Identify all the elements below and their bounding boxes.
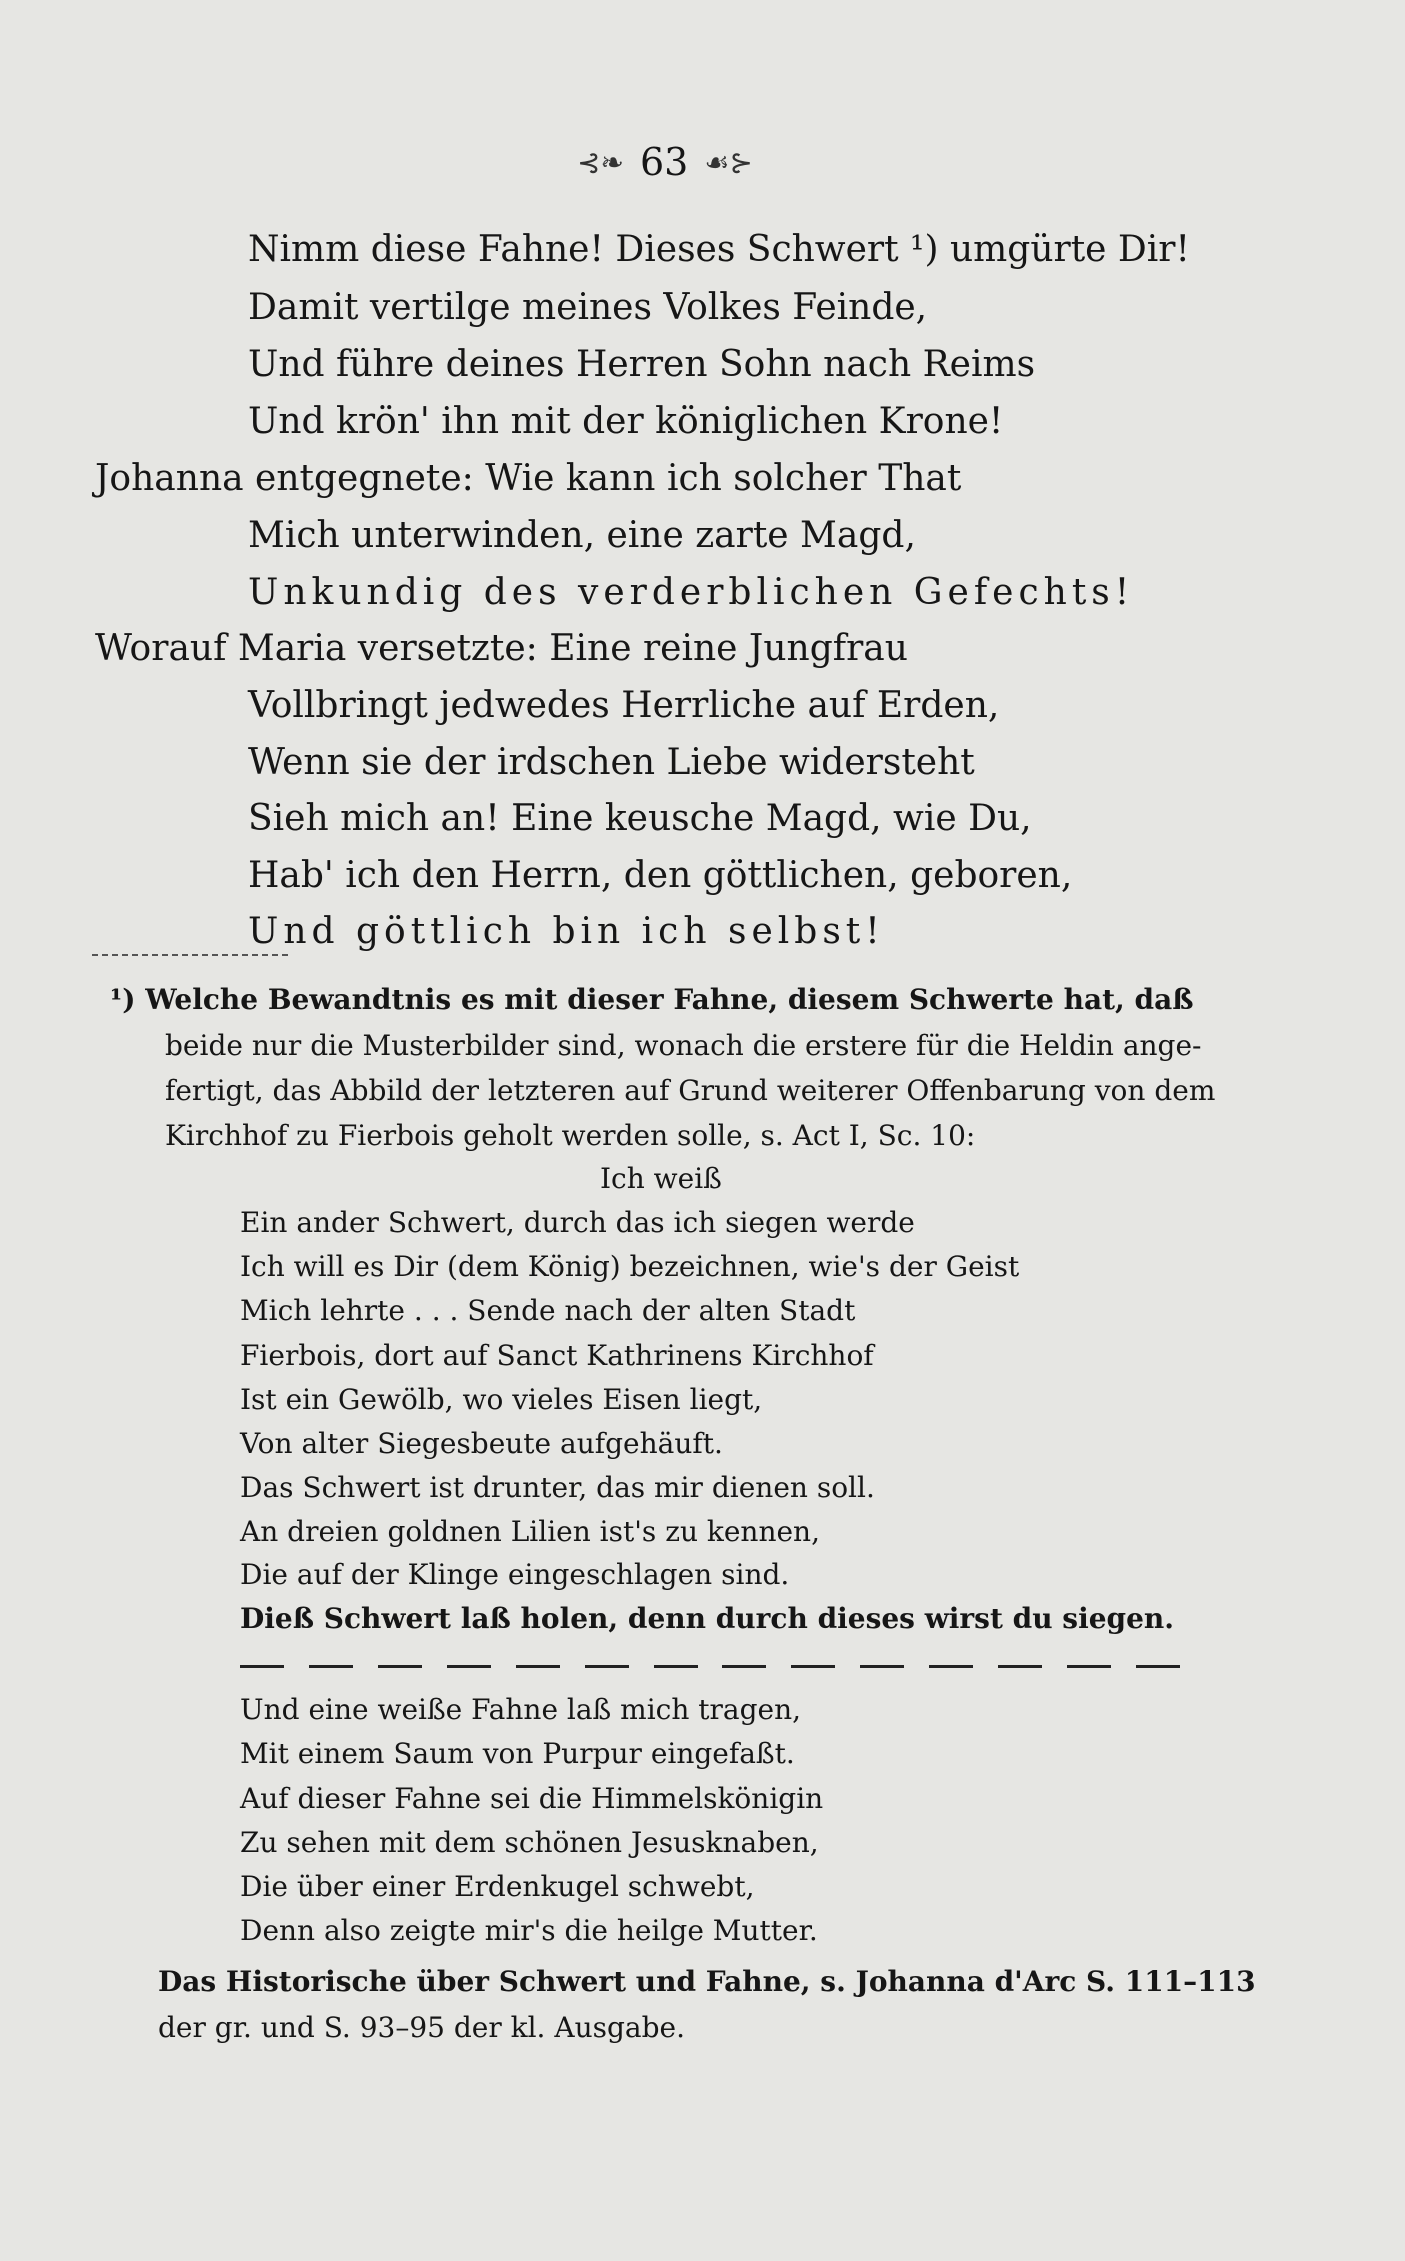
footnote-line: Die auf der Klinge eingeschlagen sind. bbox=[240, 1558, 790, 1591]
footnote-line: Auf dieser Fahne sei die Himmelskönigin bbox=[240, 1782, 824, 1815]
footnote-line: Ich will es Dir (dem König) bezeichnen, wie's der Geist bbox=[240, 1250, 1020, 1283]
footnote-line: Und eine weiße Fahne laß mich tragen, bbox=[240, 1693, 802, 1726]
footnote-line: ¹) Welche Bewandtnis es mit dieser Fahne, diesem Schwerte hat, daß bbox=[110, 983, 1194, 1016]
page-number-header bbox=[555, 132, 775, 192]
footnote-line: Mit einem Saum von Purpur eingefaßt. bbox=[240, 1737, 795, 1770]
left-ornament-icon: ⊰❧ bbox=[577, 145, 624, 179]
footnote-line: fertigt, das Abbild der letzteren auf Grund weiterer Offenbarung von dem bbox=[165, 1074, 1216, 1107]
footnote-line: Fierbois, dort auf Sanct Kathrinens Kirchhof bbox=[240, 1339, 874, 1372]
footnote-line: Das Historische über Schwert und Fahne, s. Johanna d'Arc S. 111–113 bbox=[158, 1965, 1256, 1998]
footnote-line: Dieß Schwert laß holen, denn durch dieses wirst du siegen. bbox=[240, 1602, 1175, 1635]
verse-line: Wenn sie der irdschen Liebe widersteht bbox=[248, 742, 975, 783]
footnote-line: Das Schwert ist drunter, das mir dienen soll. bbox=[240, 1471, 875, 1504]
footnote-line: beide nur die Musterbilder sind, wonach die erstere für die Heldin ange- bbox=[165, 1029, 1202, 1062]
omission-dashes bbox=[240, 1660, 1180, 1672]
footnote-line: Ein ander Schwert, durch das ich siegen werde bbox=[240, 1206, 915, 1239]
verse-line: Vollbringt jedwedes Herrliche auf Erden, bbox=[248, 685, 1000, 726]
footnote-line: Von alter Siegesbeute aufgehäuft. bbox=[240, 1427, 723, 1460]
right-ornament-icon: ☙⊱ bbox=[704, 145, 753, 179]
verse-line: Nimm diese Fahne! Dieses Schwert ¹) umgürte Dir! bbox=[248, 229, 1190, 270]
footnote-line: Zu sehen mit dem schönen Jesusknaben, bbox=[240, 1826, 819, 1859]
footnote-line: Kirchhof zu Fierbois geholt werden solle, s. Act I, Sc. 10: bbox=[165, 1119, 976, 1152]
footnote-line: Denn also zeigte mir's die heilge Mutter. bbox=[240, 1914, 818, 1947]
footnote-line: An dreien goldnen Lilien ist's zu kennen, bbox=[240, 1515, 820, 1548]
verse-line: Und göttlich bin ich selbst! bbox=[248, 911, 885, 952]
verse-line: Hab' ich den Herrn, den göttlichen, geboren, bbox=[248, 855, 1073, 896]
footnote-line: der gr. und S. 93–95 der kl. Ausgabe. bbox=[158, 2011, 685, 2044]
footnote-line: Ich weiß bbox=[600, 1162, 722, 1195]
verse-line: Mich unterwinden, eine zarte Magd, bbox=[248, 515, 916, 556]
footnote-rule bbox=[92, 954, 288, 956]
verse-line: Sieh mich an! Eine keusche Magd, wie Du, bbox=[248, 798, 1032, 839]
verse-line: Unkundig des verderblichen Gefechts! bbox=[248, 572, 1135, 613]
verse-line: Johanna entgegnete: Wie kann ich solcher That bbox=[95, 458, 962, 499]
verse-line: Und führe deines Herren Sohn nach Reims bbox=[248, 344, 1036, 385]
footnote-line: Ist ein Gewölb, wo vieles Eisen liegt, bbox=[240, 1383, 763, 1416]
verse-line: Worauf Maria versetzte: Eine reine Jungfrau bbox=[95, 628, 908, 669]
page-number: 63 bbox=[640, 140, 689, 184]
footnote-line: Mich lehrte . . . Sende nach der alten Stadt bbox=[240, 1294, 856, 1327]
footnote-line: Die über einer Erdenkugel schwebt, bbox=[240, 1870, 755, 1903]
verse-line: Und krön' ihn mit der königlichen Krone! bbox=[248, 401, 1004, 442]
verse-line: Damit vertilge meines Volkes Feinde, bbox=[248, 287, 928, 328]
